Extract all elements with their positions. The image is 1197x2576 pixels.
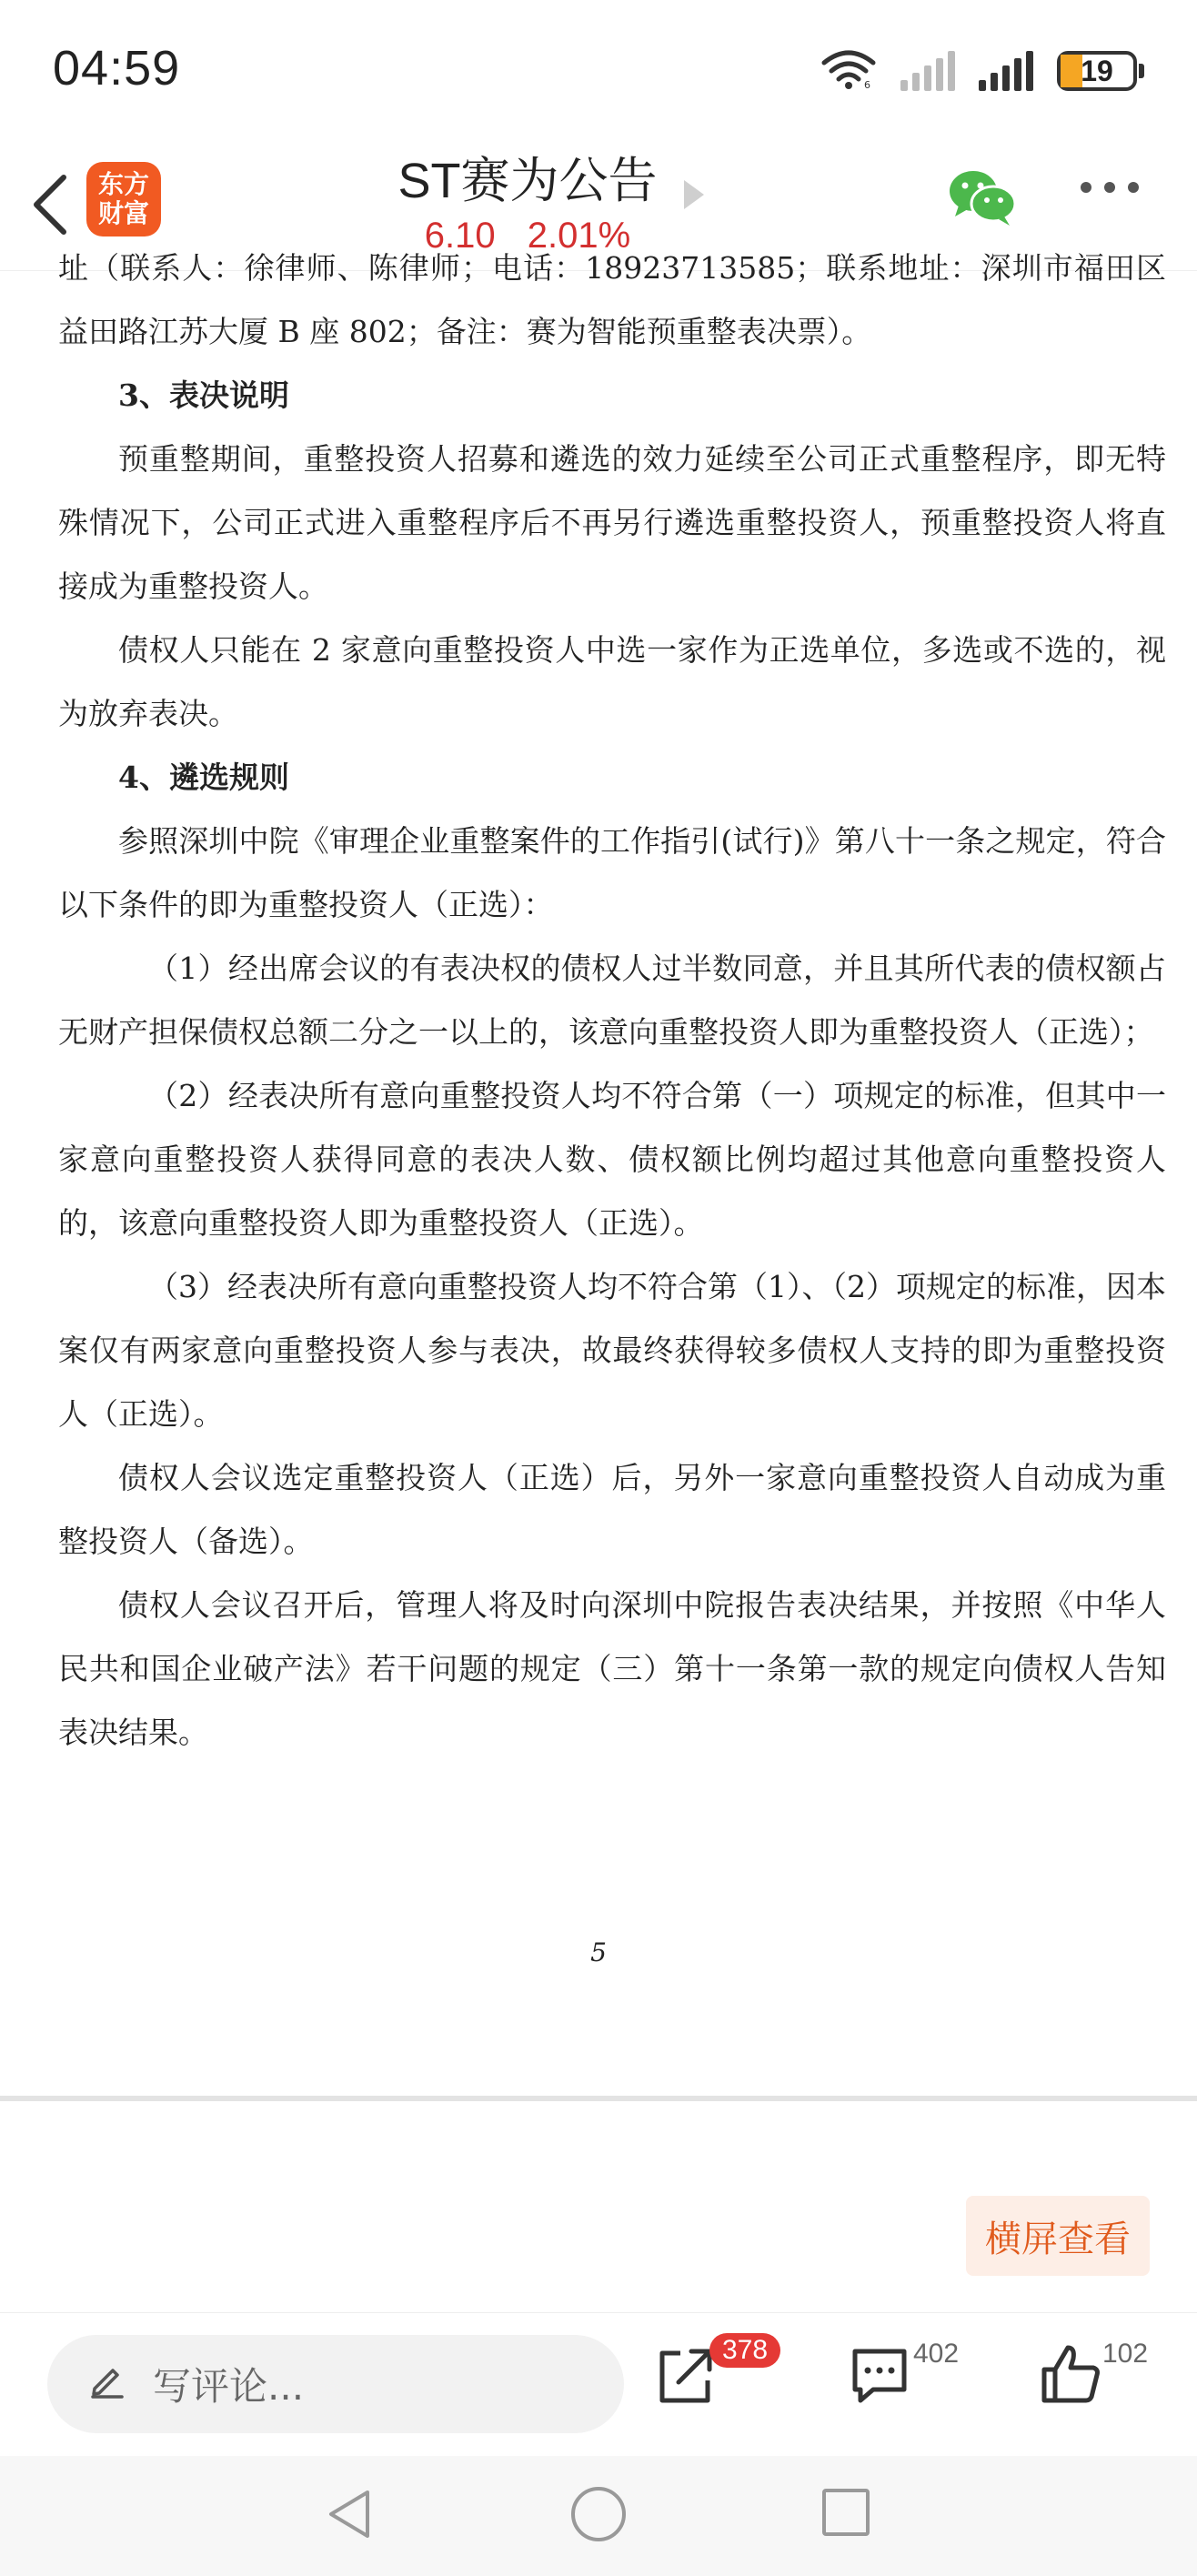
doc-paragraph: 债权人会议召开后，管理人将及时向深圳中院报告表决结果，并按照《中华人民共和国企业破产法》若干问题的规定（三）第十一条第一款的规定向债权人告知表决结果。: [58, 1587, 1166, 1750]
doc-paragraph: 预重整期间，重整投资人招募和遴选的效力延续至公司正式重整程序，即无特殊情况下，公司正式进入重整程序后不再另行遴选重整投资人，预重整投资人将直接成为重整投资人。: [58, 441, 1166, 604]
play-triangle-icon[interactable]: [680, 176, 706, 216]
logo-text-line1: 东方: [97, 169, 149, 199]
signal-icon-sim2: [979, 51, 1033, 91]
share-icon: [653, 2339, 717, 2408]
doc-heading: 3、表决说明: [118, 377, 289, 413]
bottom-action-bar: [0, 2312, 1197, 2456]
comment-bubble-icon: [848, 2339, 911, 2408]
doc-paragraph: （3）经表决所有意向重整投资人均不符合第（1）、（2）项规定的标准，因本案仅有两家意向重整投资人参与表决，故最终获得较多债权人支持的即为重整投资人（正选）。: [58, 1269, 1166, 1432]
status-time: 04:59: [53, 41, 181, 96]
logo-text-line2: 财富: [97, 198, 149, 228]
page-divider: [0, 2096, 1197, 2101]
svg-text:6: 6: [864, 79, 870, 91]
chevron-left-icon: [29, 172, 69, 237]
share-button[interactable]: [653, 2335, 769, 2430]
comment-placeholder: 写评论...: [153, 2364, 305, 2409]
nav-back-icon[interactable]: [324, 2487, 375, 2545]
back-button[interactable]: [20, 164, 78, 246]
page-number: 5: [590, 1937, 607, 1967]
more-options-icon[interactable]: [1081, 182, 1139, 193]
like-button[interactable]: [1037, 2339, 1149, 2430]
app-logo[interactable]: [86, 162, 161, 236]
comment-input[interactable]: [47, 2335, 624, 2433]
status-icons: [820, 44, 1144, 98]
doc-paragraph: 债权人会议选定重整投资人（正选）后，另外一家意向重整投资人自动成为重整投资人（备选）。: [58, 1460, 1166, 1559]
comments-button[interactable]: [848, 2339, 960, 2430]
thumbs-up-icon: [1037, 2339, 1106, 2408]
wifi-icon: [820, 48, 877, 94]
page-title: ST赛为公告: [397, 154, 658, 208]
wechat-share-icon[interactable]: [946, 166, 1019, 233]
doc-paragraph: 址（联系人：徐律师、陈律师；电话：18923713585；联系地址：深圳市福田区益田路江苏大厦 B 座 802；备注：赛为智能预重整表决票）。: [58, 250, 1166, 349]
doc-paragraph: 债权人只能在 2 家意向重整投资人中选一家作为正选单位，多选或不选的，视为放弃表决。: [58, 632, 1166, 731]
doc-heading: 4、遴选规则: [118, 760, 289, 795]
battery-icon: [1057, 51, 1144, 91]
doc-paragraph: 参照深圳中院《审理企业重整案件的工作指引(试行)》第八十一条之规定，符合以下条件的即为重整投资人（正选）：: [58, 823, 1166, 922]
announcement-document[interactable]: [0, 250, 1197, 2054]
landscape-view-button[interactable]: 横屏查看: [966, 2196, 1150, 2276]
stock-price: 6.10: [424, 216, 496, 256]
doc-paragraph: （2）经表决所有意向重整投资人均不符合第（一）项规定的标准，但其中一家意向重整投资人获得同意的表决人数、债权额比例均超过其他意向重整投资人的，该意向重整投资人即为重整投资人（正选）。: [58, 1078, 1166, 1241]
document-body: [58, 236, 1166, 1765]
nav-home-icon[interactable]: [571, 2487, 626, 2541]
battery-level: 19: [1081, 54, 1113, 87]
share-count-badge: 378: [709, 2333, 780, 2368]
price-change: 2.01%: [527, 216, 631, 256]
doc-paragraph: （1）经出席会议的有表决权的债权人过半数同意，并且其所代表的债权额占无财产担保债权总额二分之一以上的，该意向重整投资人即为重整投资人（正选）；: [58, 951, 1166, 1050]
pencil-icon: [87, 2360, 127, 2409]
comment-count: 402: [913, 2339, 960, 2369]
nav-recents-icon[interactable]: [822, 2489, 870, 2536]
like-count: 102: [1102, 2339, 1149, 2369]
signal-icon-sim1: [900, 51, 955, 91]
system-nav-bar: [0, 2456, 1197, 2576]
status-bar: [0, 0, 1197, 136]
